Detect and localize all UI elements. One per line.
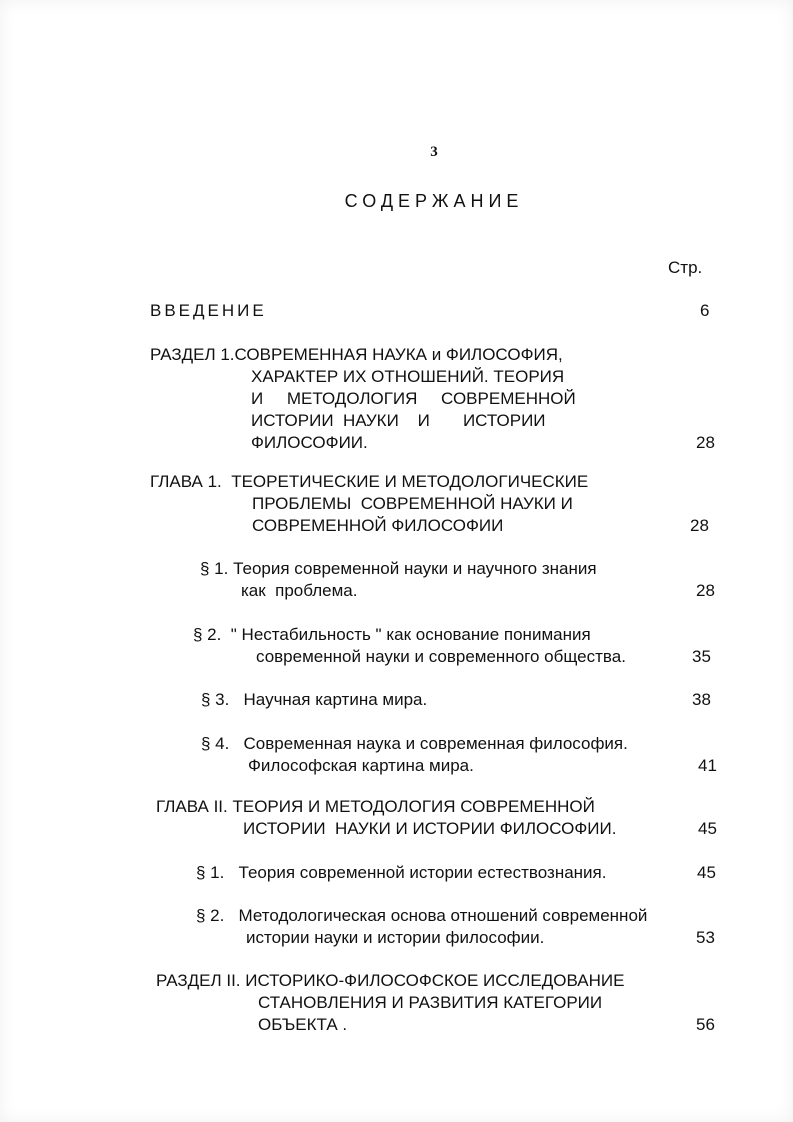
toc-entry-section1-line4: ИСТОРИИ НАУКИ И ИСТОРИИ: [251, 411, 546, 430]
toc-entry-c1-s2-line2: современной науки и современного общества.: [256, 647, 626, 666]
toc-entry-c1-s1-line2: как проблема.: [241, 581, 358, 600]
toc-entry-c2-s1-line1: § 1. Теория современной истории естествознания.: [196, 863, 607, 882]
page-column-label: Стр.: [668, 258, 703, 277]
toc-entry-chapter2-line2: ИСТОРИИ НАУКИ И ИСТОРИИ ФИЛОСОФИИ.: [243, 819, 617, 838]
toc-entry-c1-s4-line1: § 4. Современная наука и современная философия.: [201, 734, 628, 753]
toc-entry-chapter1-line3: СОВРЕМЕННОЙ ФИЛОСОФИИ: [252, 516, 504, 535]
toc-page-section2: 56: [696, 1015, 715, 1034]
toc-page-chapter1: 28: [690, 516, 709, 535]
toc-page-c1-s1: 28: [696, 581, 715, 600]
page-number: 3: [430, 144, 438, 160]
page-title: СОДЕРЖАНИЕ: [344, 191, 524, 211]
toc-entry-section2-line2: СТАНОВЛЕНИЯ И РАЗВИТИЯ КАТЕГОРИИ: [258, 993, 603, 1012]
toc-page-c2-s1: 45: [697, 863, 716, 882]
toc-entry-section1-line2: ХАРАКТЕР ИХ ОТНОШЕНИЙ. ТЕОРИЯ: [251, 367, 565, 386]
toc-page-intro: 6: [700, 301, 710, 320]
toc-entry-section2-line3: ОБЪЕКТА .: [258, 1015, 348, 1034]
toc-page-c2-s2: 53: [696, 928, 715, 947]
toc-entry-c1-s3-line1: § 3. Научная картина мира.: [201, 690, 428, 709]
toc-page-c1-s3: 38: [692, 690, 711, 709]
toc-entry-c1-s1-line1: § 1. Теория современной науки и научного знания: [200, 559, 597, 578]
toc-entry-chapter1-line1: ГЛАВА 1. ТЕОРЕТИЧЕСКИЕ И МЕТОДОЛОГИЧЕСКИЕ: [150, 472, 589, 491]
toc-entry-chapter2-line1: ГЛАВА II. ТЕОРИЯ И МЕТОДОЛОГИЯ СОВРЕМЕННОЙ: [156, 797, 595, 816]
toc-page-chapter2: 45: [698, 819, 717, 838]
toc-entry-intro: ВВЕДЕНИЕ: [150, 301, 267, 320]
toc-entry-section1-line5: ФИЛОСОФИИ.: [251, 433, 368, 452]
toc-entry-chapter1-line2: ПРОБЛЕМЫ СОВРЕМЕННОЙ НАУКИ И: [252, 494, 573, 513]
toc-page-section1: 28: [696, 433, 715, 452]
toc-entry-section2-line1: РАЗДЕЛ II. ИСТОРИКО-ФИЛОСОФСКОЕ ИССЛЕДОВАНИЕ: [156, 971, 625, 990]
toc-page-c1-s2: 35: [692, 647, 711, 666]
toc-entry-section1-line3: И МЕТОДОЛОГИЯ СОВРЕМЕННОЙ: [251, 389, 576, 408]
toc-page-c1-s4: 41: [698, 756, 717, 775]
toc-entry-c1-s4-line2: Философская картина мира.: [248, 756, 474, 775]
toc-entry-c2-s2-line1: § 2. Методологическая основа отношений современной: [196, 906, 648, 925]
toc-entry-c1-s2-line1: § 2. " Нестабильность " как основание понимания: [193, 625, 591, 644]
toc-entry-c2-s2-line2: истории науки и истории философии.: [246, 928, 545, 947]
toc-entry-section1-line1: РАЗДЕЛ 1.СОВРЕМЕННАЯ НАУКА и ФИЛОСОФИЯ,: [150, 345, 563, 364]
